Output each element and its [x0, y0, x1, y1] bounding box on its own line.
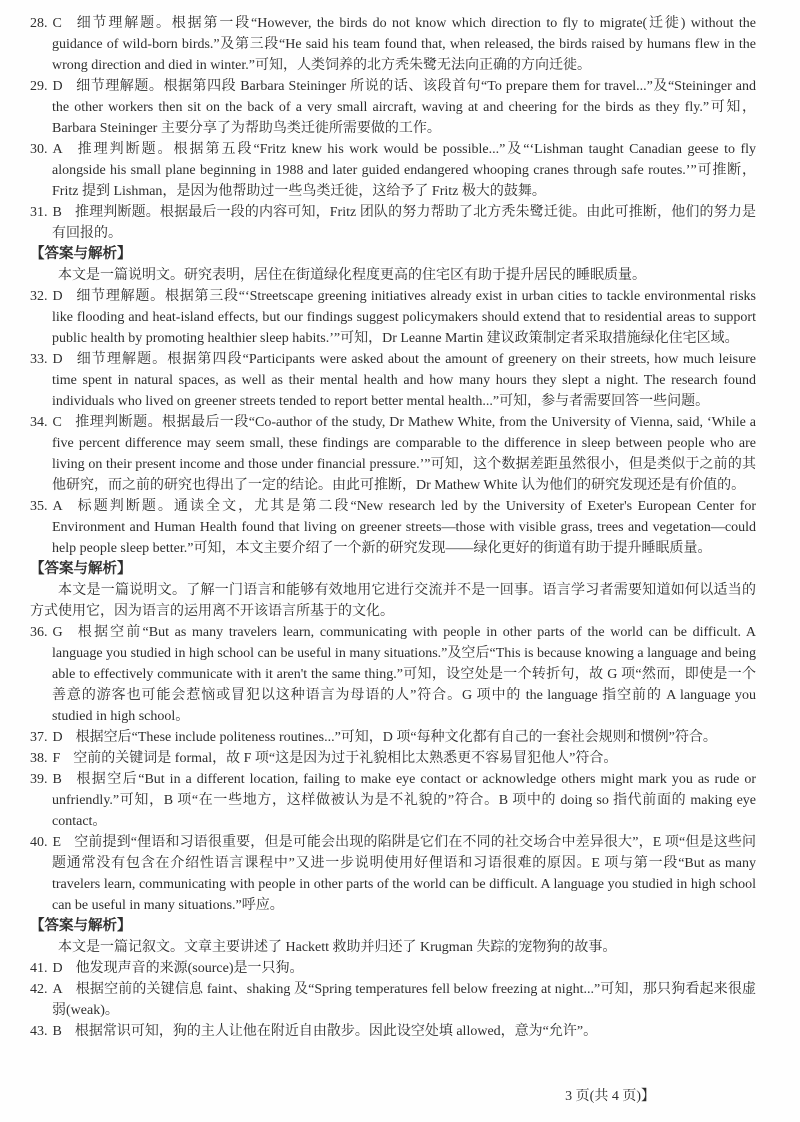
answer-letter: D	[52, 352, 63, 367]
question-number: 35.	[30, 499, 48, 514]
question-number: 30.	[30, 142, 48, 157]
question-number: 37.	[30, 730, 48, 745]
section-intro: 本文是一篇说明文。研究表明，居住在街道绿化程度更高的住宅区有助于提升居民的睡眠质量。	[58, 268, 646, 283]
section-header: 【答案与解析】	[30, 918, 132, 934]
explanation-text: 根据空后“But in a different location, failing to make eye contact or acknowledge others might mark you as rude or unfriendly.”可知，B 项“在一些地方，这样做被认为是不礼貌的”符合。B 项中的 doing so 指代前面的 making eye contact。	[52, 772, 756, 829]
explanation-text: 推理判断题。根据最后一段“Co-author of the study, Dr Mathew White, from the University of Vienna, said, ‘While a five percent difference may seem small, these findings are comparable to the difference in sleep between people who are living on their present income and those under financial pressure.’”可知，这个数据差距虽然很小，但是类似于之前的其他研究，而之前的研究也得出了一定的结论。由此可推断，Dr Mathew White 认为他们的研究发现还是有价值的。	[52, 415, 756, 493]
answer-item-43	[30, 1021, 756, 1042]
question-number: 43.	[30, 1024, 48, 1039]
answer-letter: B	[52, 205, 62, 220]
explanation-text: 标题判断题。通读全文，尤其是第二段“New research led by the University of Exeter's European Center for Environment and Human Health found that living on greener streets—those with visible grass, trees and vegetation—could help people sleep better.”可知，本文主要介绍了一个新的研究发现——绿化更好的街道有助于提升睡眠质量。	[52, 499, 756, 556]
explanation-text: 根据空后“These include politeness routines...”可知，D 项“每种文化都有自己的一套社会规则和惯例”符合。	[75, 730, 717, 745]
question-number: 39.	[30, 772, 48, 787]
answer-item-33	[30, 349, 756, 412]
answer-item-36	[30, 622, 756, 727]
answer-letter: A	[52, 142, 63, 157]
page-number: 3 页(共 4 页)】	[565, 1089, 655, 1104]
explanation-text: 他发现声音的来源(source)是一只狗。	[75, 961, 304, 976]
answer-letter: F	[52, 751, 61, 766]
answer-item-34	[30, 412, 756, 496]
answer-item-42	[30, 979, 756, 1021]
explanation-text: 推理判断题。根据最后一段的内容可知，Fritz 团队的努力帮助了北方秃朱鹭迁徙。由此可推断，他们的努力是有回报的。	[52, 205, 756, 241]
answer-item-37	[30, 727, 756, 748]
question-number: 34.	[30, 415, 48, 430]
answer-item-38	[30, 748, 756, 769]
answer-letter: D	[52, 289, 63, 304]
question-number: 32.	[30, 289, 48, 304]
answer-letter: A	[52, 982, 63, 997]
section-header: 【答案与解析】	[30, 561, 132, 577]
explanation-text: 空前的关键词是 formal，故 F 项“这是因为过于礼貌相比太熟悉更不容易冒犯他人”符合。	[73, 751, 618, 766]
section-intro: 本文是一篇说明文。了解一门语言和能够有效地用它进行交流并不是一回事。语言学习者需要知道如何以适当的方式使用它，因为语言的运用离不开该语言所基于的文化。	[30, 583, 756, 619]
explanation-text: 根据空前的关键信息 faint、shaking 及“Spring temperatures fell below freezing at night...”可知，那只狗看起来很虚弱(weak)。	[52, 982, 756, 1018]
answer-item-39	[30, 769, 756, 832]
question-number: 33.	[30, 352, 48, 367]
answer-letter: D	[52, 79, 63, 94]
question-number: 42.	[30, 982, 48, 997]
answer-letter: D	[52, 961, 63, 976]
question-number: 38.	[30, 751, 48, 766]
answer-letter: C	[52, 415, 62, 430]
answer-letter: B	[52, 1024, 62, 1039]
section-intro: 本文是一篇记叙文。文章主要讲述了 Hackett 救助并归还了 Krugman 失踪的宠物狗的故事。	[58, 940, 617, 955]
section-header: 【答案与解析】	[30, 246, 132, 262]
answer-item-41	[30, 958, 756, 979]
answer-item-29	[30, 76, 756, 139]
answer-letter: G	[52, 625, 63, 640]
question-number: 40.	[30, 835, 48, 850]
question-number: 31.	[30, 205, 48, 220]
question-number: 36.	[30, 625, 48, 640]
explanation-text: 细节理解题。根据第一段“However, the birds do not know which direction to fly to migrate(迁徙) without the guidance of wild-born birds.”及第三段“He said his team found that, when released, the birds raised by humans flew in the wrong direction and died in winter.”可知，人类饲养的北方秃朱鹭无法向正确的方向迁徙。	[52, 16, 756, 73]
explanation-text: 推理判断题。根据第五段“Fritz knew his work would be possible...”及“‘Lishman taught Canadian geese to fly alongside his small plane beginning in 1988 and later guided endangered whooping cranes through safe routes.’”可推断，Fritz 提到 Lishman，是因为他帮助过一些鸟类迁徙，这给予了 Fritz 极大的鼓舞。	[52, 142, 756, 199]
explanation-text: 空前提到“俚语和习语很重要，但是可能会出现的陷阱是它们在不同的社交场合中差异很大”，E 项“但是这些问题通常没有包含在介绍性语言课程中”又进一步说明使用好俚语和习语很难的原因。E 项与第一段“But as many travelers learn, communicating with people in other parts of the world can be difficult. A language you studied in high school can be useful in many situations.”呼应。	[52, 835, 756, 913]
answer-letter: D	[52, 730, 63, 745]
answer-letter: E	[52, 835, 62, 850]
answer-item-31	[30, 202, 756, 244]
question-number: 29.	[30, 79, 48, 94]
explanation-text: 根据空前“But as many travelers learn, communicating with people in other parts of the world can be difficult. A language you studied in high school can be useful in many situations.”及空后“This is because knowing a language and being able to effectively communicate with it aren't the same thing.”可知，设空处是一个转折句，故 G 项“然而，即使是一个善意的游客也可能会惹恼或冒犯以这种语言为母语的人”符合。G 项中的 the language 指空前的 A language you studied in high school。	[52, 625, 756, 724]
answer-letter: B	[52, 772, 62, 787]
answer-item-32	[30, 286, 756, 349]
explanation-text: 细节理解题。根据第三段“‘Streetscape greening initiatives already exist in urban cities to tackle environmental risks like flooding and heat-island effects, but our findings suggest policymakers should extend that to residential areas to support public health by promoting healthier sleep habits.’”可知，Dr Leanne Martin 建议政策制定者采取措施绿化住宅区域。	[52, 289, 756, 346]
answer-item-30	[30, 139, 756, 202]
question-number: 41.	[30, 961, 48, 976]
explanation-text: 根据常识可知，狗的主人让他在附近自由散步。因此设空处填 allowed，意为“允许”。	[74, 1024, 598, 1039]
answer-item-40	[30, 832, 756, 916]
explanation-text: 细节理解题。根据第四段 Barbara Steininger 所说的话、该段首句“To prepare them for travel...”及“Steininger and the other workers then sit on the back of a very small aircraft, waving at and cheering for the birds as they fly.”可知，Barbara Steininger 主要分享了为帮助鸟类迁徙所需要做的工作。	[52, 79, 756, 136]
answer-item-28	[30, 13, 756, 76]
answer-letter: A	[52, 499, 63, 514]
explanation-text: 细节理解题。根据第四段“Participants were asked about the amount of greenery on their streets, how much leisure time spent in natural spaces, as well as their mental health and how many hours they slept a night. The research found individuals who lived on greener streets tended to report better mental health...”可知，参与者需要回答一些问题。	[52, 352, 756, 409]
answer-item-35	[30, 496, 756, 559]
answer-letter: C	[52, 16, 62, 31]
question-number: 28.	[30, 16, 48, 31]
